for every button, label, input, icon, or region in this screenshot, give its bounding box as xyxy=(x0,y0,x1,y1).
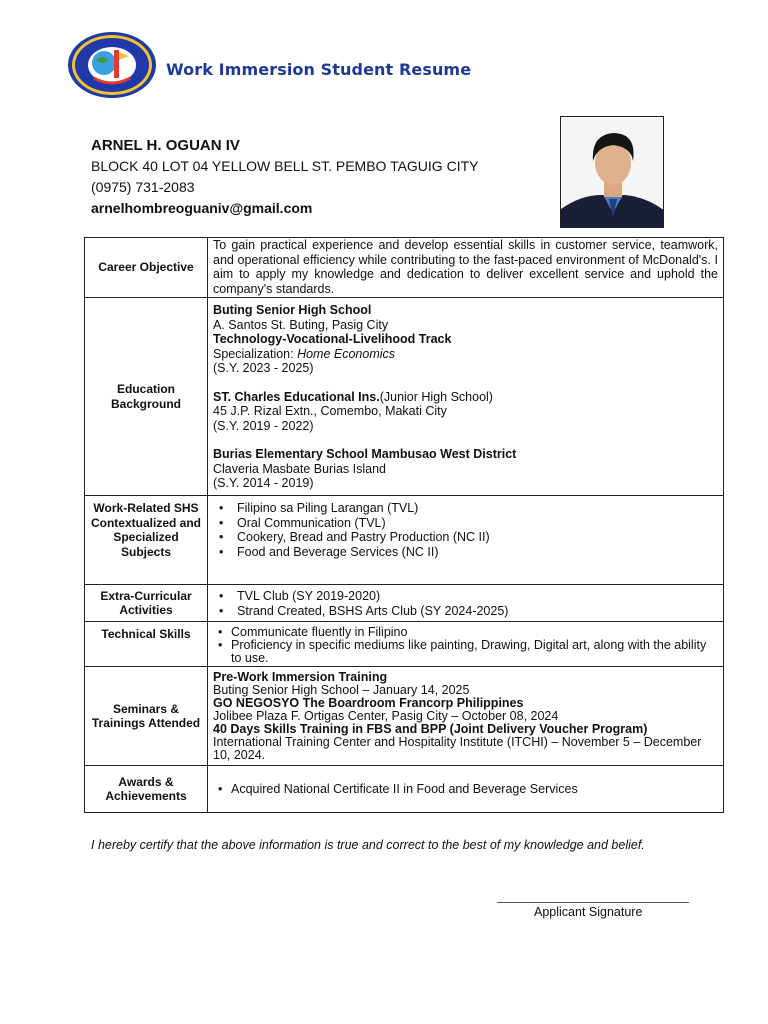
skill-item: • Communicate fluently in Filipino xyxy=(231,626,718,639)
applicant-photo xyxy=(560,116,664,228)
activity-item: • TVL Club (SY 2019-2020) xyxy=(237,589,718,604)
shs-address: A. Santos St. Buting, Pasig City xyxy=(213,317,389,332)
spec-value: Home Economics xyxy=(297,346,396,361)
row-seminars xyxy=(85,667,724,766)
activity-item: • Strand Created, BSHS Arts Club (SY 2024-2025) xyxy=(237,604,718,619)
row-subjects xyxy=(85,496,724,585)
elem-address: Claveria Masbate Burias Island xyxy=(213,461,386,476)
elem-sy: (S.Y. 2014 - 2019) xyxy=(213,476,314,490)
subject-item: • Cookery, Bread and Pastry Production (NC II) xyxy=(237,530,718,545)
document-title: Work Immersion Student Resume xyxy=(166,60,472,79)
seminar-detail: Buting Senior High School – January 14, 2025 xyxy=(213,683,470,697)
jhs-address: 45 J.P. Rizal Extn., Comembo, Makati City xyxy=(213,404,447,418)
subjects-content xyxy=(208,496,724,585)
jhs-level: (Junior High School) xyxy=(379,389,493,404)
signature-label: Applicant Signature xyxy=(534,905,643,919)
skill-item: • Proficiency in specific mediums like painting, Drawing, Digital art, along with the ability to use. xyxy=(231,639,718,665)
awards-content xyxy=(208,766,724,813)
shs-school: Buting Senior High School xyxy=(213,303,372,317)
extracurricular-label: Extra-Curricular Activities xyxy=(85,585,208,622)
extracurricular-content xyxy=(208,585,724,622)
seminars-label: Seminars & Trainings Attended xyxy=(85,667,208,766)
applicant-email: arnelhombreoguaniv@gmail.com xyxy=(91,200,313,216)
education-content xyxy=(208,298,724,496)
awards-label: Awards & Achievements xyxy=(85,766,208,813)
subject-item: • Oral Communication (TVL) xyxy=(237,516,718,531)
education-label: Education Background xyxy=(85,298,208,496)
jhs-school: ST. Charles Educational Ins. xyxy=(213,389,380,404)
applicant-phone: (0975) 731-2083 xyxy=(91,179,195,195)
seminar-detail: International Training Center and Hospitality Institute (ITCHI) – November 5 – December 10, 2024. xyxy=(213,735,702,762)
applicant-address: BLOCK 40 LOT 04 YELLOW BELL ST. PEMBO TAGUIG CITY xyxy=(91,158,479,174)
row-awards xyxy=(85,766,724,813)
seminar-detail: Jolibee Plaza F. Ortigas Center, Pasig City – October 08, 2024 xyxy=(213,709,559,723)
seminar-title: GO NEGOSYO The Boardroom Francorp Philippines xyxy=(213,696,524,710)
skills-label: Technical Skills xyxy=(85,622,208,667)
spec-prefix: Specialization: xyxy=(213,346,298,361)
resume-table xyxy=(84,237,724,813)
elem-school: Burias Elementary School Mambusao West District xyxy=(213,447,517,461)
career-label: Career Objective xyxy=(85,238,208,298)
signature-line xyxy=(497,902,689,903)
subject-item: • Food and Beverage Services (NC II) xyxy=(237,545,718,560)
row-career xyxy=(85,238,724,298)
applicant-name: ARNEL H. OGUAN IV xyxy=(91,137,240,154)
skills-content xyxy=(208,622,724,667)
row-extracurricular xyxy=(85,585,724,622)
shs-track: Technology-Vocational-Livelihood Track xyxy=(213,332,452,346)
school-logo xyxy=(66,30,158,100)
subjects-label: Work-Related SHS Contextualized and Specialized Subjects xyxy=(85,496,208,585)
seminar-title: 40 Days Skills Training in FBS and BPP (Joint Delivery Voucher Program) xyxy=(213,722,648,736)
seminars-content xyxy=(208,667,724,766)
jhs-heading xyxy=(213,390,718,405)
certification-statement: I hereby certify that the above information is true and correct to the best of my knowledge and belief. xyxy=(91,838,645,852)
shs-sy: (S.Y. 2023 - 2025) xyxy=(213,361,314,375)
row-skills xyxy=(85,622,724,667)
career-text: To gain practical experience and develop essential skills in customer service, teamwork, and operational efficiency while contributing to the fast-paced environment of McDonald's. I aim to apply my knowledge and dedication to deliver excellent service and uphold the company's standards. xyxy=(208,238,724,298)
seminar-title: Pre-Work Immersion Training xyxy=(213,670,388,684)
jhs-sy: (S.Y. 2019 - 2022) xyxy=(213,418,314,433)
subject-item: • Filipino sa Piling Larangan (TVL) xyxy=(237,501,718,516)
row-education xyxy=(85,298,724,496)
shs-specialization xyxy=(213,347,718,362)
award-item: • Acquired National Certificate II in Food and Beverage Services xyxy=(231,783,718,796)
